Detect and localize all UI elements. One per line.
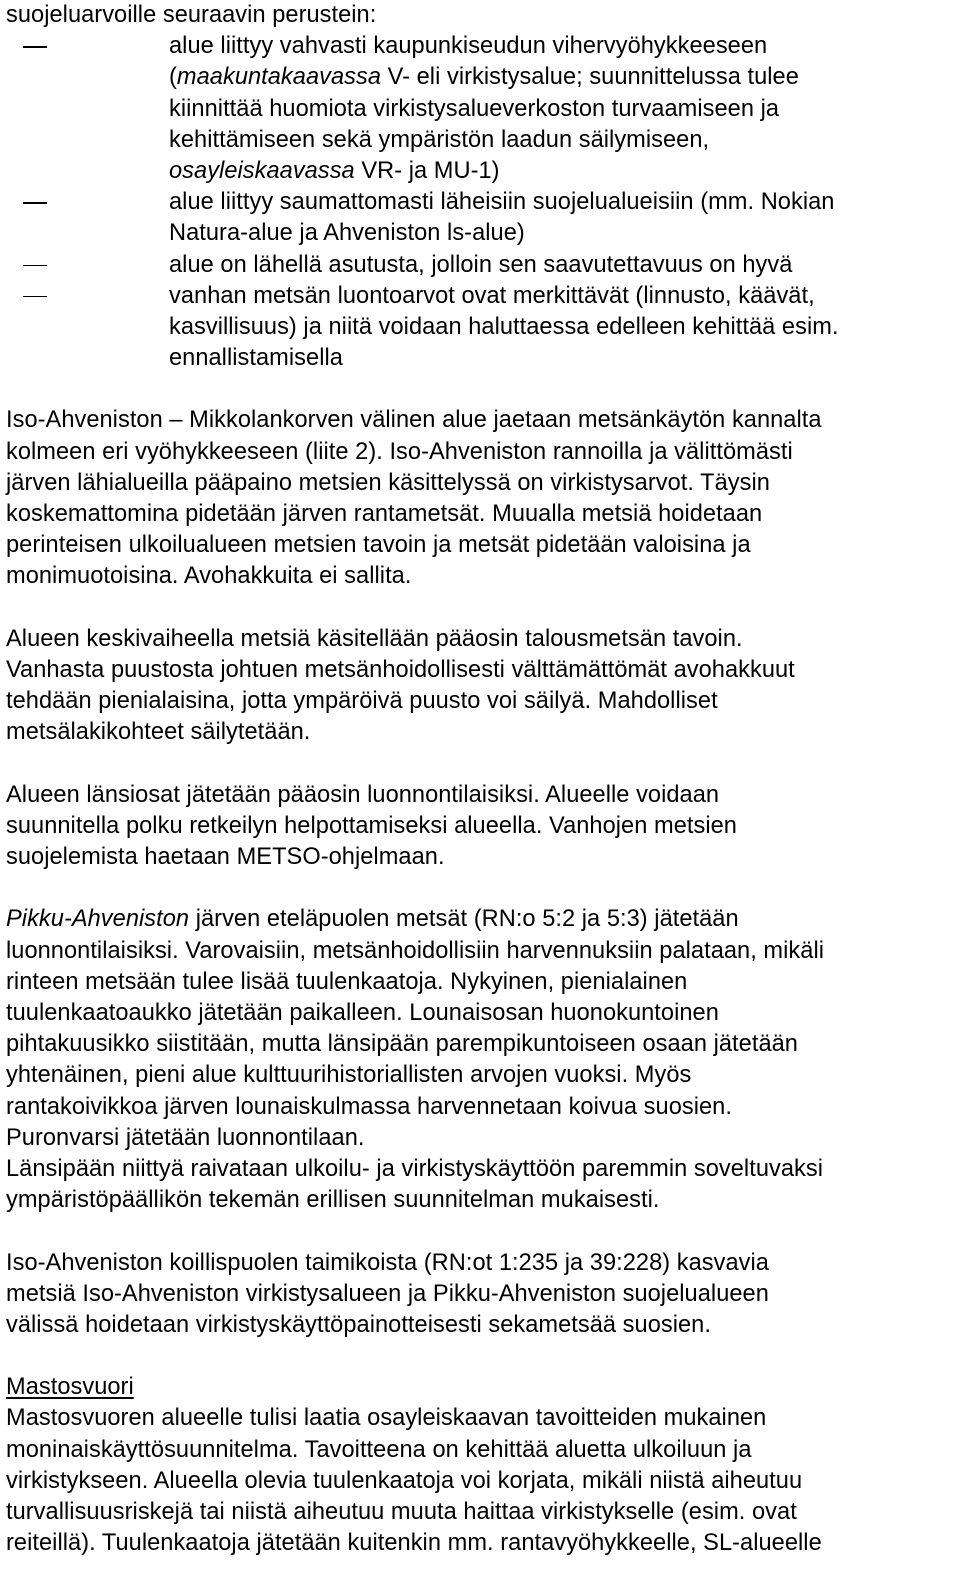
text-line: monimuotoisina. Avohakkuita ei sallita. — [6, 563, 412, 590]
text-line: välissä hoidetaan virkistyskäyttöpainotteisesti sekametsää suosien. — [6, 1311, 711, 1338]
text-line: järven lähialueilla pääpaino metsien käsittelyssä on virkistysarvot. Täysin — [6, 469, 770, 496]
dash-bullet-icon — [23, 265, 47, 267]
text-line: Alueen keskivaiheella metsiä käsitellään pääosin talousmetsän tavoin. — [6, 625, 743, 652]
text-line: Iso-Ahveniston – Mikkolankorven välinen alue jaetaan metsänkäytön kannalta — [6, 407, 822, 434]
text-line: moninaiskäyttösuunnitelma. Tavoitteena on kehittää aluetta ulkoiluun ja — [6, 1436, 752, 1463]
text-line: virkistykseen. Alueella olevia tuulenkaatoja voi korjata, mikäli niistä aiheutuu — [6, 1467, 803, 1494]
text-line: kiinnittää huomiota virkistysalueverkoston turvaamiseen ja — [169, 95, 780, 122]
text-line: Länsipään niittyä raivataan ulkoilu- ja virkistyskäyttöön paremmin soveltuvaksi — [6, 1155, 824, 1182]
text-line: perinteisen ulkoilualueen metsien tavoin ja metsät pidetään valoisina ja — [6, 532, 751, 559]
text-line: tuulenkaatoaukko jätetään paikalleen. Lounaisosan huonokuntoinen — [6, 1000, 719, 1026]
text-line: yhtenäinen, pieni alue kulttuurihistoriallisten arvojen vuoksi. Myös — [6, 1062, 692, 1089]
text-line: Vanhasta puustosta johtuen metsänhoidollisesti välttämättömät avohakkuut — [6, 656, 795, 683]
intro-line: suojeluarvoille seuraavin perustein: — [6, 2, 377, 28]
text-line: kehittämiseen sekä ympäristön laadun säilymiseen, — [169, 126, 710, 153]
text-line: kolmeen eri vyöhykkeeseen (liite 2). Iso-Ahveniston rannoilla ja välittömästi — [6, 438, 793, 465]
text-line: reiteillä). Tuulenkaatoja jätetään kuitenkin mm. rantavyöhykkeelle, SL-alueelle — [6, 1530, 822, 1557]
text-line: metsälakikohteet säilytetään. — [6, 719, 311, 746]
document-page — [6, 0, 956, 1559]
bullet-item-2 — [6, 187, 956, 249]
dash-bullet-icon — [23, 202, 47, 204]
bullet-item-4 — [6, 281, 956, 375]
paragraph-1 — [6, 405, 956, 592]
text-line: koskemattomina pidetään järven rantametsät. Muualla metsiä hoidetaan — [6, 501, 763, 527]
paragraph-2 — [6, 624, 956, 749]
text-line: ennallistamisella — [169, 345, 343, 372]
text-line: Alueen länsiosat jätetään pääosin luonnontilaisiksi. Alueelle voidaan — [6, 781, 720, 808]
text-line: Iso-Ahveniston koillispuolen taimikoista (RN:ot 1:235 ja 39:228) kasvavia — [6, 1249, 769, 1276]
text-span: Pikku-Ahveniston — [6, 906, 190, 933]
paragraph-5 — [6, 1248, 956, 1342]
text-span: vanhan metsän luontoarvot ovat merkittävät (linnusto, käävät, — [169, 282, 815, 309]
text-line: pihtakuusikko siistitään, mutta länsipään parempikuntoiseen osaan jätetään — [6, 1031, 798, 1058]
section-heading-mastosvuori: Mastosvuori — [6, 1374, 134, 1401]
text-span: VR- ja MU-1) — [354, 157, 500, 184]
text-line: suunnitella polku retkeilyn helpottamiseksi alueella. Vanhojen metsien — [6, 812, 737, 839]
text-span: järven eteläpuolen metsät (RN:o 5:2 ja 5:3) jätetään — [189, 906, 739, 933]
text-line: tehdään pienialaisina, jotta ympäröivä puusto voi säilyä. Mahdolliset — [6, 688, 718, 715]
paragraph-6 — [6, 1403, 956, 1559]
paragraph-4 — [6, 904, 956, 1216]
text-line: suojelemista haetaan METSO-ohjelmaan. — [6, 844, 445, 871]
bullet-item-3 — [6, 250, 956, 281]
text-span: maakuntakaavassa — [176, 64, 382, 91]
text-line: rantakoivikkoa järven lounaiskulmassa harvennetaan koivua suosien. — [6, 1093, 732, 1120]
text-span: alue liittyy vahvasti kaupunkiseudun vihervyöhykkeeseen — [169, 33, 768, 60]
text-line: Natura-alue ja Ahveniston ls-alue) — [169, 220, 525, 247]
bullet-item-1 — [6, 31, 956, 187]
text-span: osayleiskaavassa — [169, 157, 355, 184]
text-line: turvallisuusriskejä tai niistä aiheutuu muuta haittaa virkistykselle (esim. ovat — [6, 1499, 797, 1525]
text-span: ( — [169, 64, 177, 91]
text-span: alue on lähellä asutusta, jolloin sen saavutettavuus on hyvä — [169, 251, 793, 278]
paragraph-3 — [6, 780, 956, 874]
text-line: kasvillisuus) ja niitä voidaan haluttaessa edelleen kehittää esim. — [169, 313, 839, 340]
dash-bullet-icon — [23, 46, 47, 48]
text-line: luonnontilaisiksi. Varovaisiin, metsänhoidollisiin harvennuksiin palataan, mikäli — [6, 937, 825, 964]
text-line: rinteen metsään tulee lisää tuulenkaatoja. Nykyinen, pienialainen — [6, 968, 688, 995]
text-line: Mastosvuoren alueelle tulisi laatia osayleiskaavan tavoitteiden mukainen — [6, 1405, 767, 1432]
text-line: Puronvarsi jätetään luonnontilaan. — [6, 1124, 365, 1151]
text-line: ympäristöpäällikön tekemän erillisen suunnitelman mukaisesti. — [6, 1187, 660, 1214]
text-span: V- eli virkistysalue; suunnittelussa tulee — [381, 64, 799, 91]
text-line: metsiä Iso-Ahveniston virkistysalueen ja Pikku-Ahveniston suojelualueen — [6, 1280, 769, 1307]
dash-bullet-icon — [23, 296, 47, 298]
text-span: alue liittyy saumattomasti läheisiin suojelualueisiin (mm. Nokian — [169, 189, 835, 216]
